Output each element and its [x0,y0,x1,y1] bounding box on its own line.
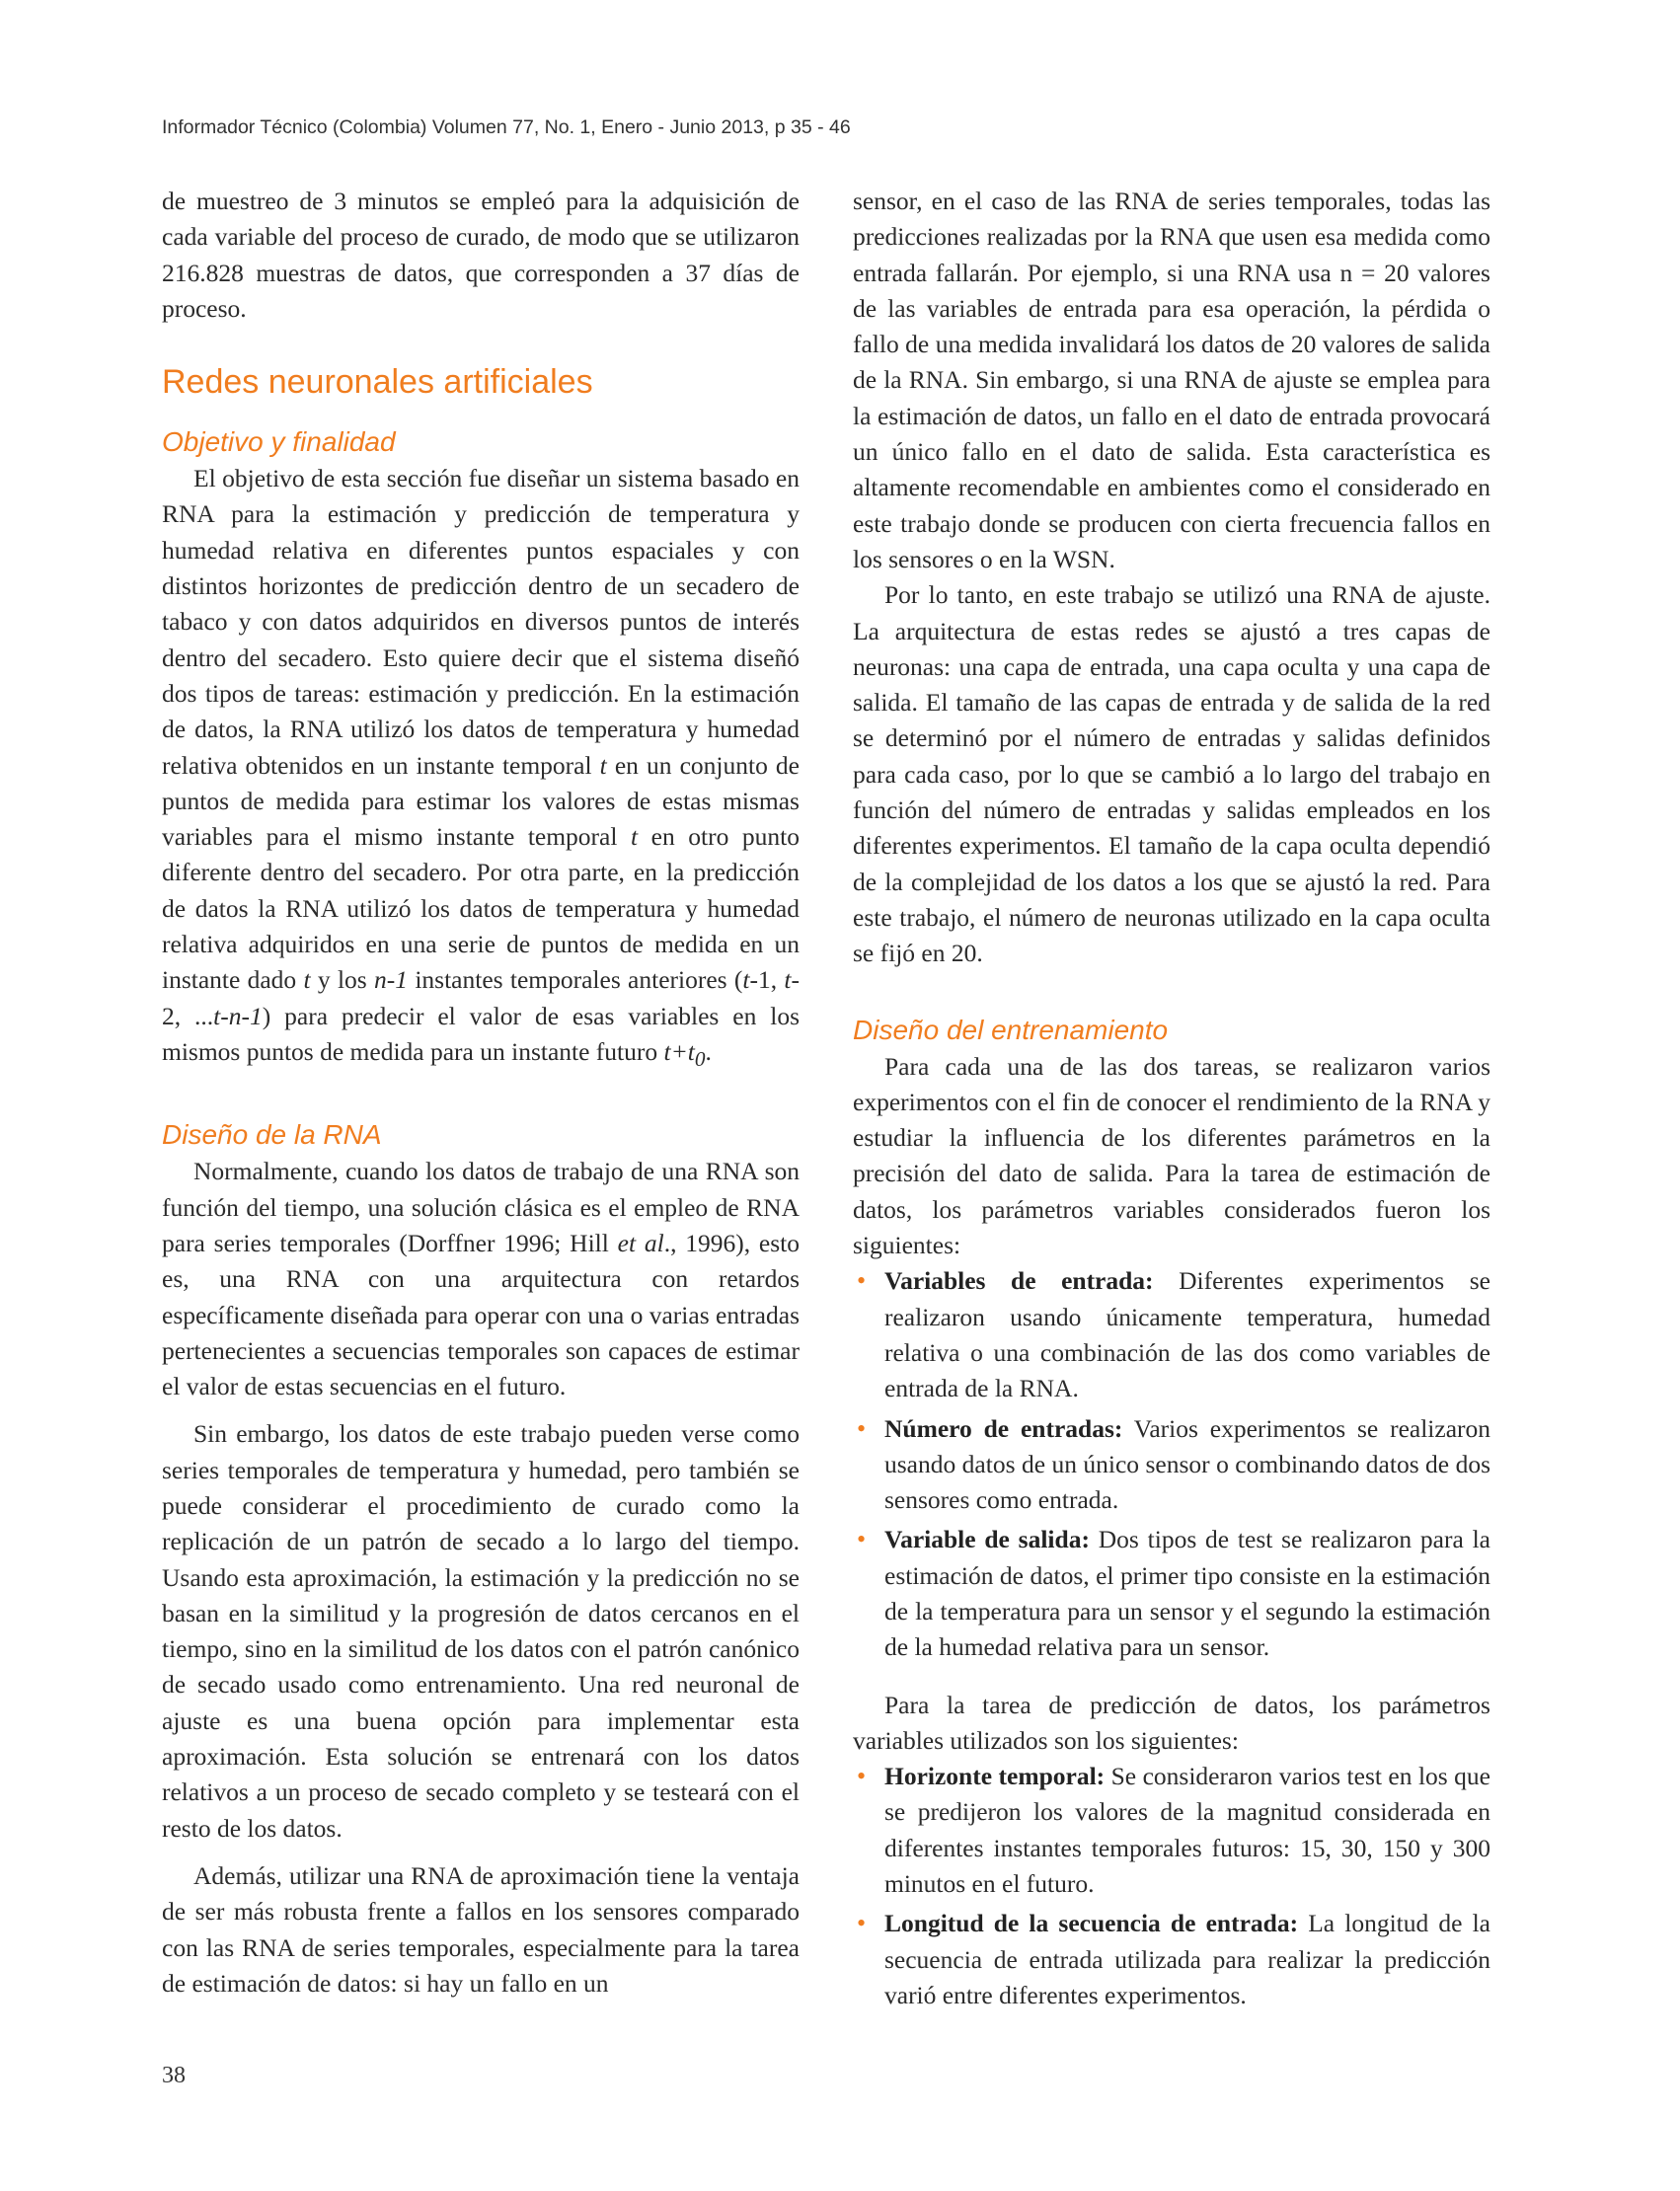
bullet-icon: • [857,1266,867,1296]
subsection-title: Diseño del entrenamiento [853,1014,1169,1045]
list-item: • Variables de entrada: Diferentes experimentos se realizaron usando únicamente temperatura, humedad relativa o una combinación de las dos como variables de entrada de la RNA. [853,1263,1490,1406]
list-item: • Horizonte temporal: Se consideraron varios test en los que se predijeron los valores de la magnitud considerada en diferentes instantes temporales futuros: 15, 30, 150 y 300 minutos en el futuro. [853,1759,1490,1902]
paragraph: de muestreo de 3 minutos se empleó para la adquisición de cada variable del proceso de curado, de modo que se utilizaron 216.828 muestras de datos, que corresponden a 37 días de proceso. [162,187,800,323]
bullet-icon: • [857,1762,867,1791]
subsection-title: Diseño de la RNA [162,1119,382,1151]
paragraph: Además, utilizar una RNA de aproximación tiene la ventaja de ser más robusta frente a fallos en los sensores comparado con las RNA de series temporales, especialmente para la tarea de estimación de datos: si hay un fallo en un [162,1860,800,1998]
subsection-title: Objetivo y finalidad [162,426,396,458]
list-item: • Longitud de la secuencia de entrada: La longitud de la secuencia de entrada utilizada para realizar la predicción varió entre diferentes experimentos. [853,1906,1490,2013]
list-item: • Número de entradas: Varios experimentos se realizaron usando datos de un único sensor o combinando datos de dos sensores como entrada. [853,1411,1490,1519]
paragraph: Para cada una de las dos tareas, se realizaron varios experimentos con el fin de conocer el rendimiento de la RNA y estudiar la influencia de los diferentes parámetros en la precisión del dato de salida. Para la tarea de estimación de datos, los parámetros variables considerados fueron los siguientes: [853,1051,1490,1260]
section-title: Redes neuronales artificiales [162,363,593,402]
page-number: 38 [162,2063,186,2088]
paragraph: Normalmente, cuando los datos de trabajo de una RNA son función del tiempo, una solución clásica es el empleo de RNA para series temporales (Dorffner 1996; Hill et al., 1996), esto es, una RNA con una arquitectura con retardos específicamente diseñada para operar con una o varias entradas pertenecientes a secuencias temporales son capaces de estimar el valor de estas secuencias en el futuro. [162,1157,800,1401]
bullet-icon: • [857,1413,867,1443]
paragraph: Para la tarea de predicción de datos, los parámetros variables utilizados son los siguientes: [853,1690,1490,1755]
paragraph: sensor, en el caso de las RNA de series temporales, todas las predicciones realizadas por la RNA que usen esa medida como entrada fallarán. Por ejemplo, si una RNA usa n = 20 valores de las variables de entrada para esa operación, la pérdida o fallo de una medida invalidará los datos de 20 valores de salida de la RNA. Sin embargo, si una RNA de ajuste se emplea para la estimación de datos, un fallo en el dato de entrada provocará un único fallo en el dato de salida. Esta característica es altamente recomendable en ambientes como el considerado en este trabajo donde se producen con cierta frecuencia fallos en los sensores o en la WSN. [853,187,1490,573]
running-header: Informador Técnico (Colombia) Volumen 77, No. 1, Enero - Junio 2013, p 35 - 46 [162,116,851,138]
bullet-icon: • [857,1525,867,1554]
paragraph: Por lo tanto, en este trabajo se utilizó una RNA de ajuste. La arquitectura de estas redes se ajustó a tres capas de neuronas: una capa de entrada, una capa oculta y una capa de salida. El tamaño de las capas de entrada y de salida de la red se determinó por el número de entradas y salidas definidos para cada caso, por lo que se cambió a lo largo del trabajo en función del número de entradas y salidas empleados en los diferentes experimentos. El tamaño de la capa oculta dependió de la complejidad de los datos a los que se ajustó la red. Para este trabajo, el número de neuronas utilizado en la capa oculta se fijó en 20. [853,580,1490,968]
paragraph: Sin embargo, los datos de este trabajo pueden verse como series temporales de temperatura y humedad, pero también se puede considerar el procedimiento de curado como la replicación de un patrón de secado a lo largo del tiempo. Usando esta aproximación, la estimación y la predicción no se basan en la similitud y la progresión de datos cercanos en el tiempo, sino en la similitud de los datos con el patrón canónico de secado usado como entrenamiento. Una red neuronal de ajuste es una buena opción para implementar esta aproximación. Esta solución se entrenará con los datos relativos a un proceso de secado completo y se testeará con el resto de los datos. [162,1419,800,1843]
bullet-icon: • [857,1909,867,1938]
list-item: • Variable de salida: Dos tipos de test se realizaron para la estimación de datos, el primer tipo consiste en la estimación de la temperatura para un sensor y el segundo la estimación de la humedad relativa para un sensor. [853,1522,1490,1665]
right-column [853,184,1490,2017]
paragraph: El objetivo de esta sección fue diseñar un sistema basado en RNA para la estimación y predicción de temperatura y humedad relativa en diferentes puntos espaciales y con distintos horizontes de predicción dentro de un secadero de tabaco y con datos adquiridos en diversos puntos de interés dentro del secadero. Esto quiere decir que el sistema diseñó dos tipos de tareas: estimación y predicción. En la estimación de datos, la RNA utilizó los datos de temperatura y humedad relativa obtenidos en un instante temporal t en un conjunto de puntos de medida para estimar los valores de estas mismas variables para el mismo instante temporal t en otro punto diferente dentro del secadero. Por otra parte, en la predicción de datos la RNA utilizó los datos de temperatura y humedad relativa adquiridos en una serie de puntos de medida en un instante dado t y los n-1 instantes temporales anteriores (t-1, t-2, ...t-n-1) para predecir el valor de esas variables en los mismos puntos de medida para un instante futuro $t+t_0$. [162,464,800,1072]
bullet-list [853,1263,1490,1665]
bullet-list [853,1759,1490,2013]
left-column [162,184,800,2002]
